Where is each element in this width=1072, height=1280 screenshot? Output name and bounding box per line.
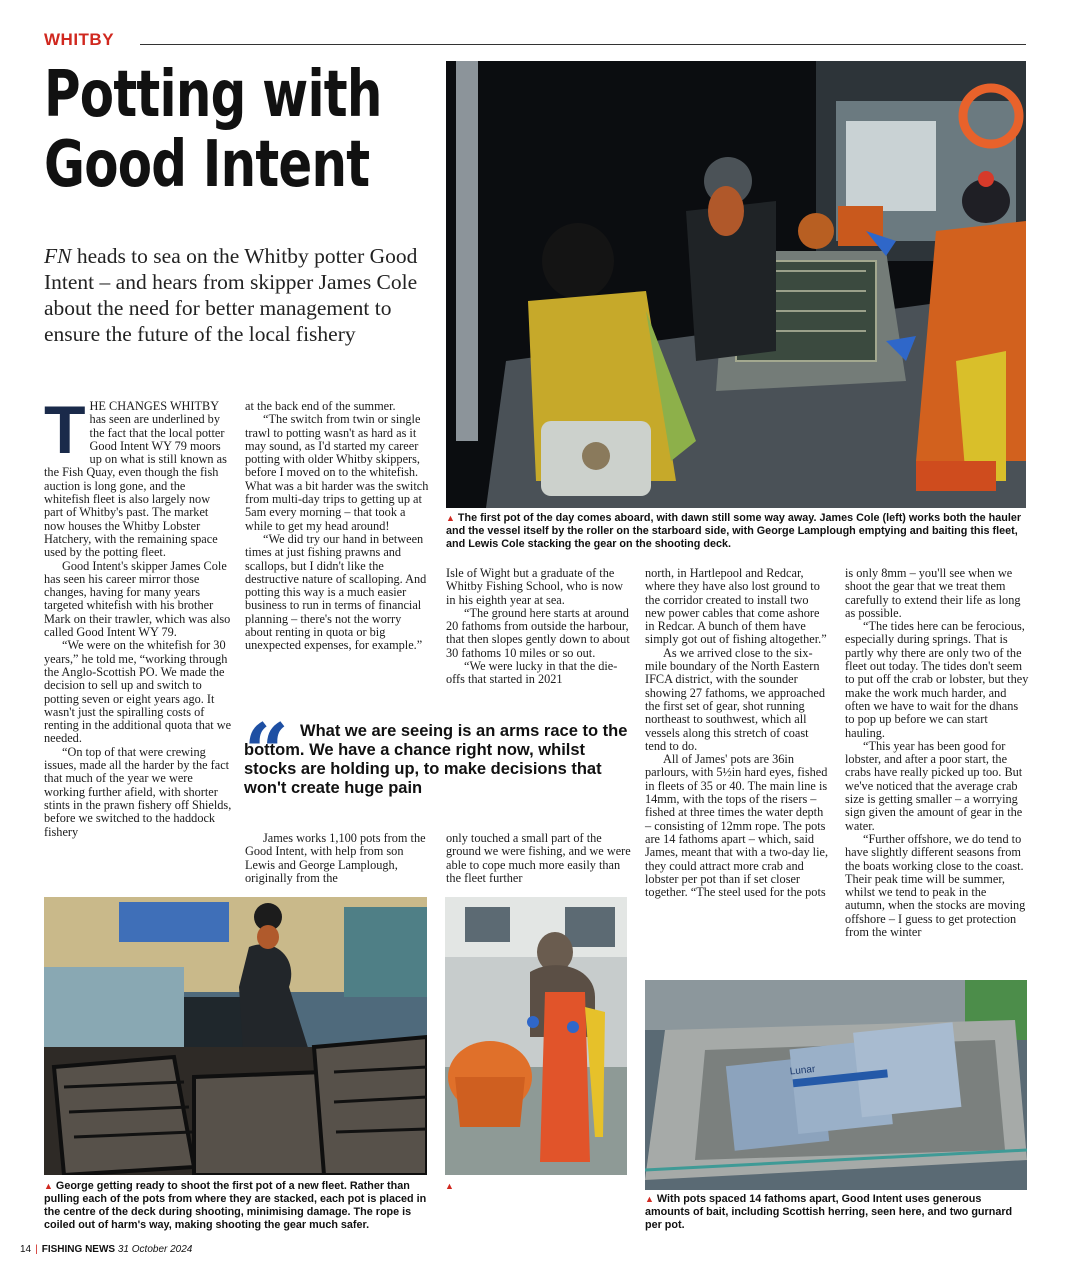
drop-cap: T [44, 392, 86, 468]
body-column-4 [645, 567, 831, 899]
body-column-2-lower [245, 832, 431, 885]
body-paragraph: All of James' pots are 36in parlours, with 5½in hard eyes, fished in fleets of 35 or 40. The main line is 14mm, with the tops of the risers – fished at three times the water depth – consisting of 12mm rope. The pots are 14 fathoms apart – which, said James, meant that with a two-day lie, they could attract more crab and lobster per pot than if set closer together. “The steel used for the pots [645, 752, 829, 900]
photo-lewis-banding [445, 897, 627, 1175]
body-paragraph: at the back end of the summer. [245, 399, 396, 413]
body-column-1 [44, 392, 232, 839]
bait-box-label: Lunar [789, 1063, 816, 1078]
headline-line-2: Good Intent [44, 128, 370, 202]
caption-bottom-middle [445, 1180, 631, 1193]
body-column-5 [845, 567, 1029, 939]
body-paragraph: “We were lucky in that the die-offs that started in 2021 [446, 659, 618, 687]
caption-bottom-left-text: George getting ready to shoot the first pot of a new fleet. Rather than pulling each of the pots from where they are stacked, each pot is placed in the centre of the deck during shooting, minimising damage. The rope is coiled out of harm's way, making shooting the gear much safer. [44, 1180, 427, 1231]
quote-mark-icon: “ [244, 707, 289, 798]
caption-main [446, 512, 1026, 551]
caption-arrow-icon: ▲ [446, 513, 455, 523]
lead-caps: HE CHANGES WHITBY [89, 399, 219, 413]
body-paragraph: is only 8mm – you'll see when we shoot the gear that we treat them carefully to extend their life as long as possible. [845, 566, 1021, 620]
section-rule [140, 44, 1026, 45]
caption-arrow-icon: ▲ [445, 1181, 454, 1191]
body-paragraph: Good Intent's skipper James Cole has seen his career mirror those changes, having for many years targeted whitefish with his brother Mark on their trawler, which was also called Good Intent WY 79. [44, 558, 231, 640]
caption-bottom-right-text: With pots spaced 14 fathoms apart, Good Intent uses generous amounts of bait, including Scottish herring, seen here, and two gurnard per pot. [645, 1193, 1013, 1231]
body-paragraph: James works 1,100 pots from the Good Intent, with help from son Lewis and George Lamplough, originally from the [245, 831, 426, 885]
body-column-3 [446, 567, 632, 687]
body-paragraph: “The tides here can be ferocious, especially during springs. That is partly why there are only two of the fleet out today. The tides don't seem to put off the crab or lobster, but they make the work much harder, and often we have to wait for the dhans to pop up before we can start hauling. [845, 619, 1029, 740]
caption-bottom-right [645, 1193, 1027, 1232]
body-paragraph: “This year has been good for lobster, and after a poor start, the crabs have really picked up too. But we've noticed that the average crab size is getting smaller – a worrying sign given the amount of gear in the water. [845, 738, 1023, 833]
photo-george-shooting [44, 897, 427, 1175]
body-paragraph: Isle of Wight but a graduate of the Whitby Fishing School, who is now in his eighth year at sea. [446, 566, 623, 607]
body-paragraph: “The switch from twin or single trawl to potting wasn't as hard as it may sound, as I'd started my career potting with older Whitby skippers, before I moved on to the whitefish. What was a bit harder was the switch from multi-day trips to getting up at 5am every morning – that took a while to get my head around! [245, 412, 429, 533]
section-tag: WHITBY [44, 30, 115, 49]
caption-bottom-left [44, 1180, 428, 1232]
body-paragraph: “We were on the whitefish for 30 years,” he told me, “working through the Anglo-Scottish PO. We made the decision to sell up and switch to potting seven or eight years ago. It wasn't just the spiralling costs of renting in the additional quota that we needed. [44, 638, 232, 746]
body-paragraph: “We did try our hand in between times at just fishing prawns and scallops, but I didn't like the destructive nature of scalloping. And potting this way is a much easier business to run in terms of financial planning – there's not the worry about renting in quota or big unexpected expenses, for example.” [245, 531, 427, 653]
standfirst [44, 243, 434, 347]
standfirst-fn: FN [44, 244, 72, 268]
pull-quote-text: What we are seeing is an arms race to the bottom. We have a chance right now, whilst stocks are holding up, to make decisions that won't create huge pain [244, 722, 628, 797]
publication-name: FISHING NEWS [41, 1244, 116, 1255]
photo-main-deck [446, 61, 1026, 508]
headline-line-1: Potting with [44, 58, 382, 132]
body-paragraph: “Further offshore, we do tend to have slightly different seasons from the boats working close to the coast. Their peak time will be summer, whilst we tend to peak in the autumn, when the stocks are moving offshore – I guess to get protection from the winter [845, 831, 1026, 940]
body-paragraph-lead [44, 392, 232, 560]
standfirst-text: heads to sea on the Whitby potter Good Intent – and hears from skipper James Cole about the need for better management to ensure the future of the local fishery [44, 244, 418, 346]
caption-arrow-icon: ▲ [44, 1181, 53, 1191]
headline [44, 58, 382, 202]
lead-rest: has seen are underlined by the fact that the local potter Good Intent WY 79 moors up on what is still known as the Fish Quay, even though the fish auction is long gone, and the whitefish fleet is also largely now part of Whitby's past. The market now houses the Whitby Lobster Hatchery, with the remaining space used by the potting fleet. [44, 412, 227, 560]
body-paragraph: “The ground here starts at around 20 fathoms from outside the harbour, that then slopes gently down to about 30 fathoms 10 miles or so out. [446, 605, 630, 660]
body-paragraph: north, in Hartlepool and Redcar, where they have also lost ground to the corridor created to install two new power cables that come ashore in Redcar. A bunch of them have simply got out of fishing altogether.” [645, 566, 827, 647]
issue-date: 31 October 2024 [117, 1244, 193, 1255]
page-footer [20, 1244, 192, 1255]
footer-divider: | [35, 1244, 38, 1255]
pull-quote [244, 707, 632, 798]
caption-main-text: The first pot of the day comes aboard, with dawn still some way away. James Cole (left) works both the hauler and the vessel itself by the roller on the starboard side, with George Lamplough emptying and baiting this fleet, and Lewis Cole stacking the gear on the shooting deck. [446, 512, 1022, 550]
body-column-2 [245, 400, 431, 653]
body-paragraph: only touched a small part of the ground we were fishing, and we were able to cope much more easily than the fleet further [446, 831, 631, 885]
caption-arrow-icon: ▲ [645, 1194, 654, 1204]
page-number: 14 [20, 1244, 32, 1255]
body-column-3-lower [446, 832, 632, 885]
body-paragraph: “On top of that were crewing issues, made all the harder by the fact that much of the year we were working further afield, with shorter stints in the prawn fishery off Shields, before we switched to the haddock fishery [44, 744, 232, 839]
photo-bait-box [645, 980, 1027, 1190]
body-paragraph: As we arrived close to the six-mile boundary of the North Eastern IFCA district, with the sounder showing 27 fathoms, we approached the first set of gear, shot running northeast to southwest, which all vessels along this stretch of coast tend to do. [645, 645, 825, 753]
